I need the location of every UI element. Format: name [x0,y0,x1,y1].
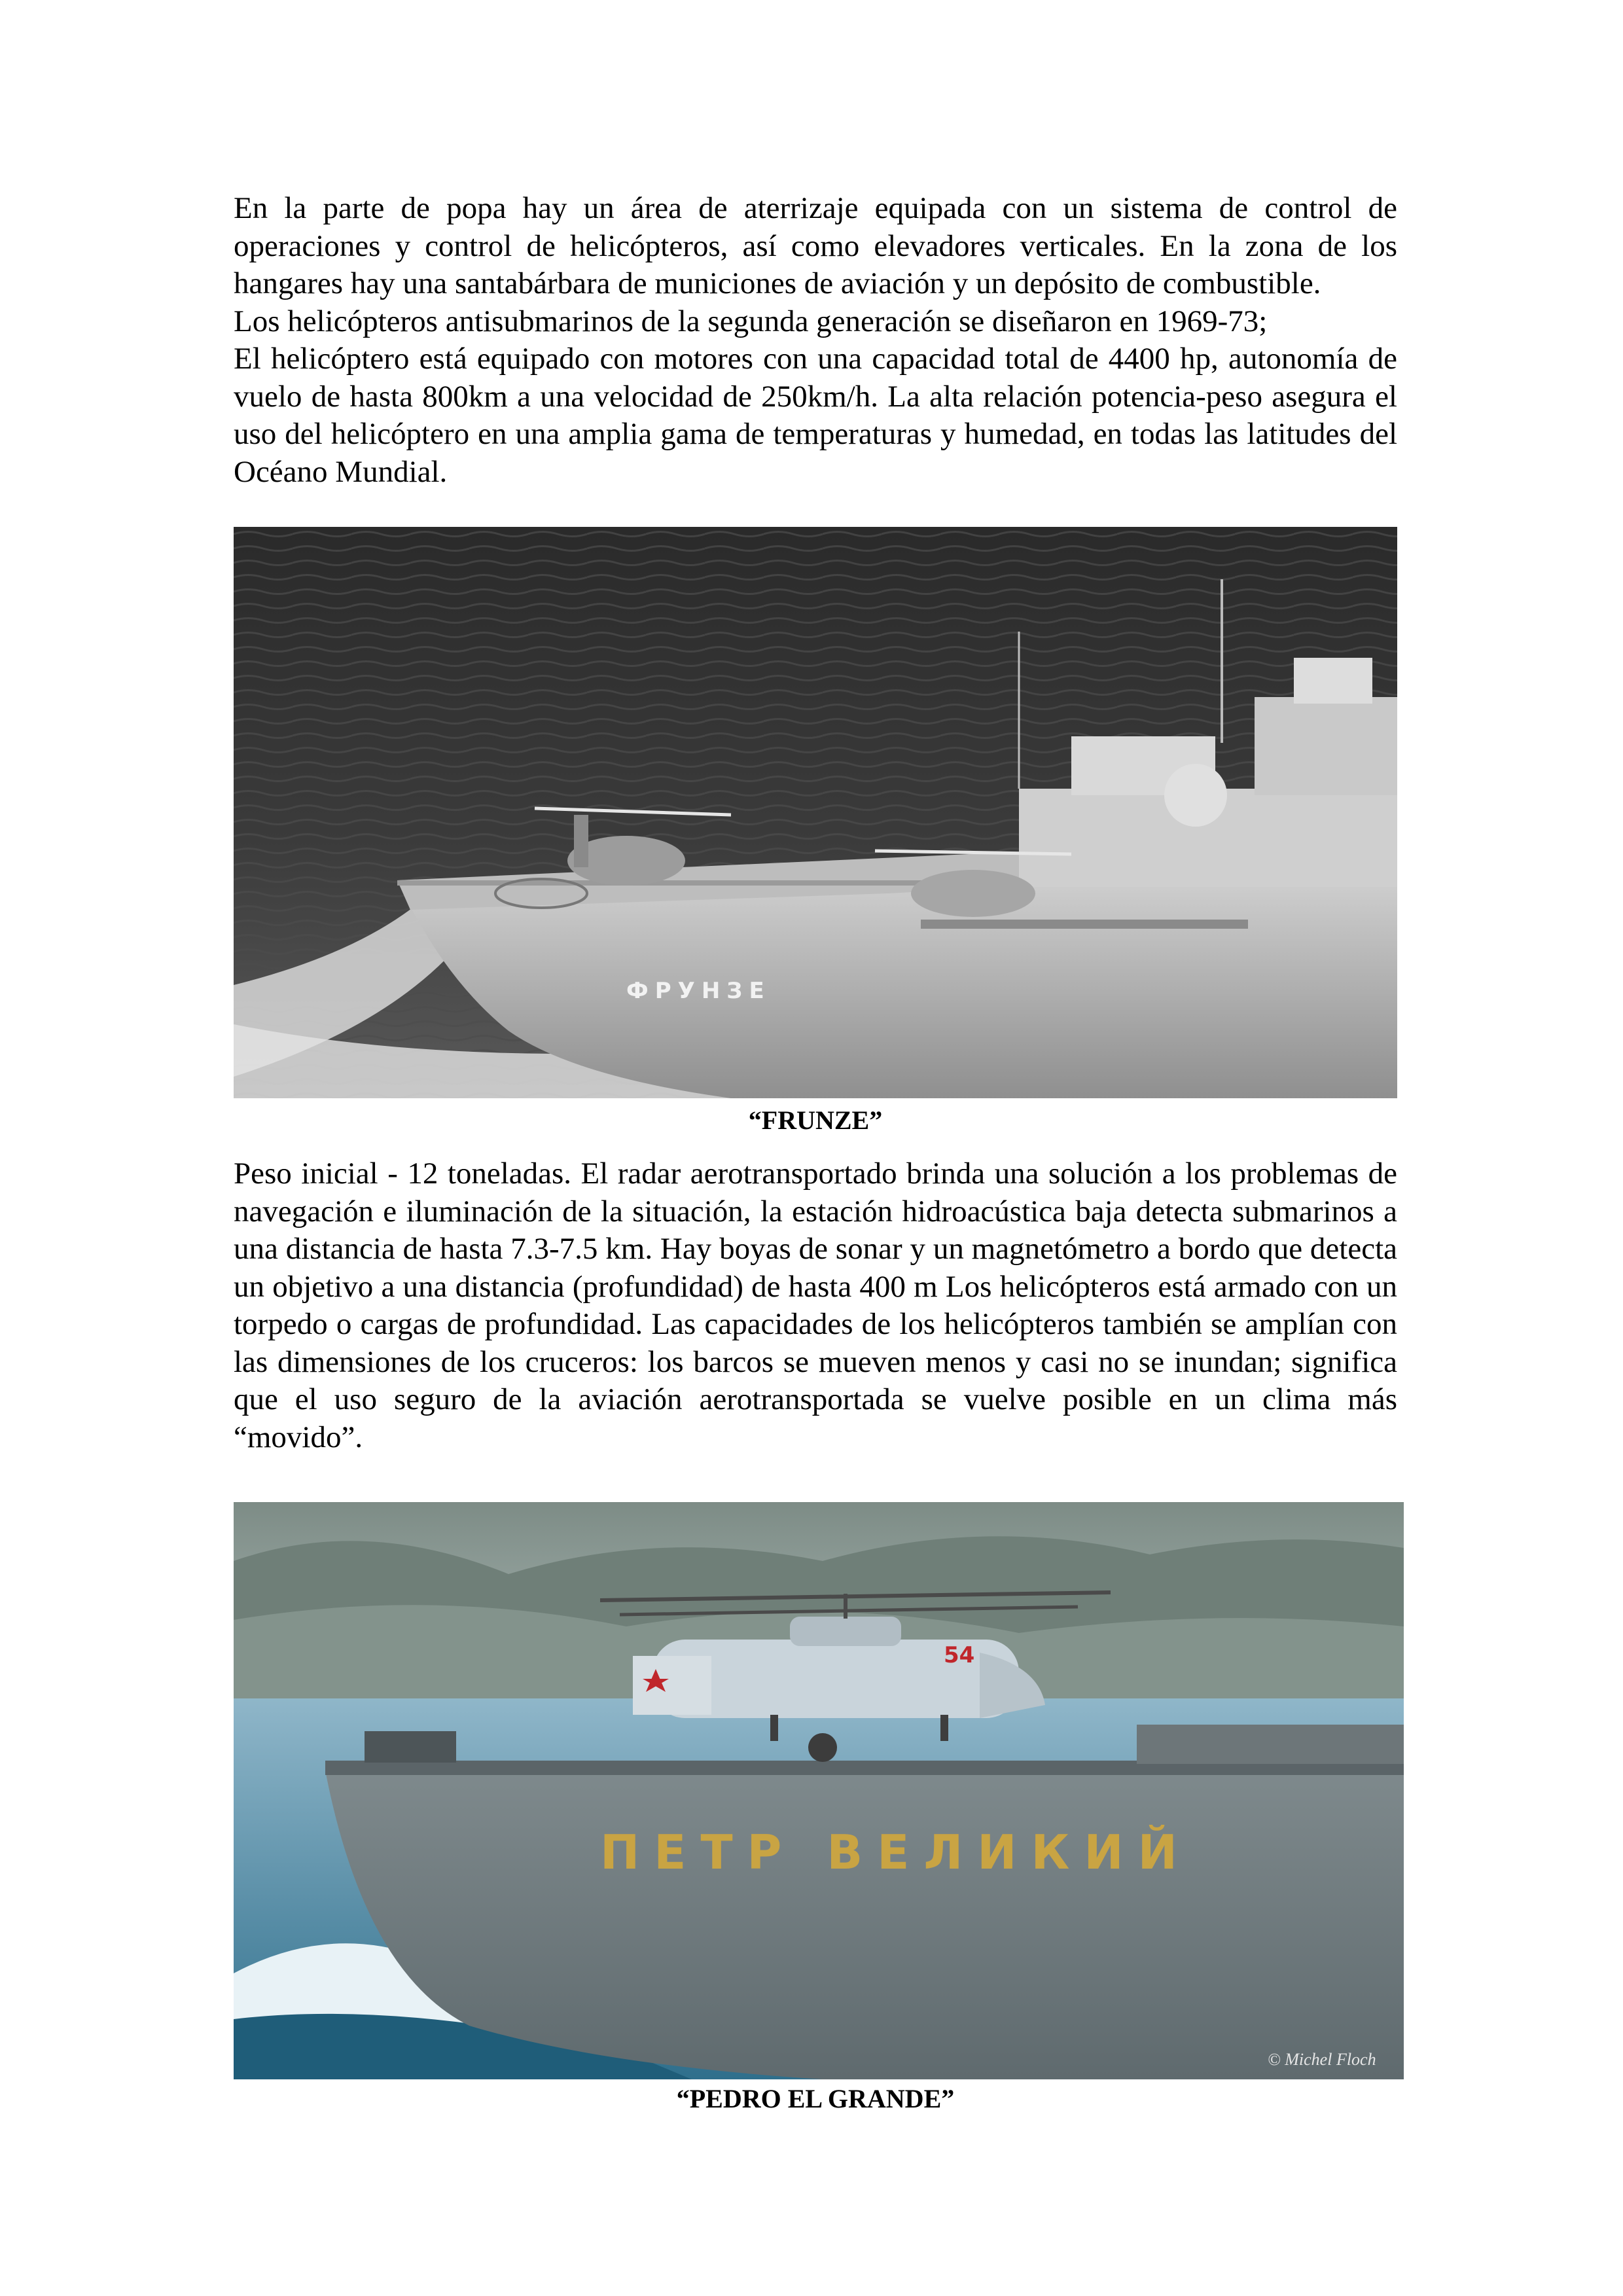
frunze-ship-image [234,527,1397,1098]
frunze-caption: “FRUNZE” [748,1105,883,1135]
paragraph-line: En la parte de popa hay un área de aterrizaje equipada con un sistema de control de operaciones y control de helicópteros, así como elevadores verticales. En la zona de los hangares hay una santabárbara de municiones de aviación y un depósito de combustible. [234,191,1397,300]
paragraph-intro [234,190,1397,491]
petr-velikiy-ship-image [234,1502,1404,2079]
paragraph-helicopter-specs: Peso inicial - 12 toneladas. El radar aerotransportado brinda una solución a los problemas de navegación e iluminación de la situación, la estación hidroacústica baja detecta submarinos a una distancia de hasta 7.3-7.5 km. Hay boyas de sonar y un magnetómetro a bordo que detecta un objetivo a una distancia (profundidad) de hasta 400 m Los helicópteros está armado con un torpedo o cargas de profundidad. Las capacidades de los helicópteros también se amplían con las dimensiones de los cruceros: los barcos se mueven menos y casi no se inundan; significa que el uso seguro de la aviación aerotransportada se vuelve posible en un clima más “movido”. [234,1157,1397,1454]
frunze-hull-lettering: ФРУНЗЕ [626,978,771,1004]
paragraph-line: Los helicópteros antisubmarinos de la segunda generación se diseñaron en 1969-73; [234,304,1268,338]
petr-velikiy-photo [234,1502,1404,2079]
helicopter-number: 54 [944,1642,975,1668]
petr-velikiy-caption: “PEDRO EL GRANDE” [676,2084,955,2113]
paragraph-line: El helicóptero está equipado con motores con una capacidad total de 4400 hp, autonomía de vuelo de hasta 800km a una velocidad de 250km/h. La alta relación potencia-peso asegura el uso del helicóptero en una amplia gama de temperaturas y humedad, en todas las latitudes del Océano Mundial. [234,342,1397,489]
frunze-photo [234,527,1397,1098]
petr-velikiy-hull-lettering: ПЕТР ВЕЛИКИЙ [600,1825,1192,1880]
photo-credit: © Michel Floch [1268,2050,1376,2069]
